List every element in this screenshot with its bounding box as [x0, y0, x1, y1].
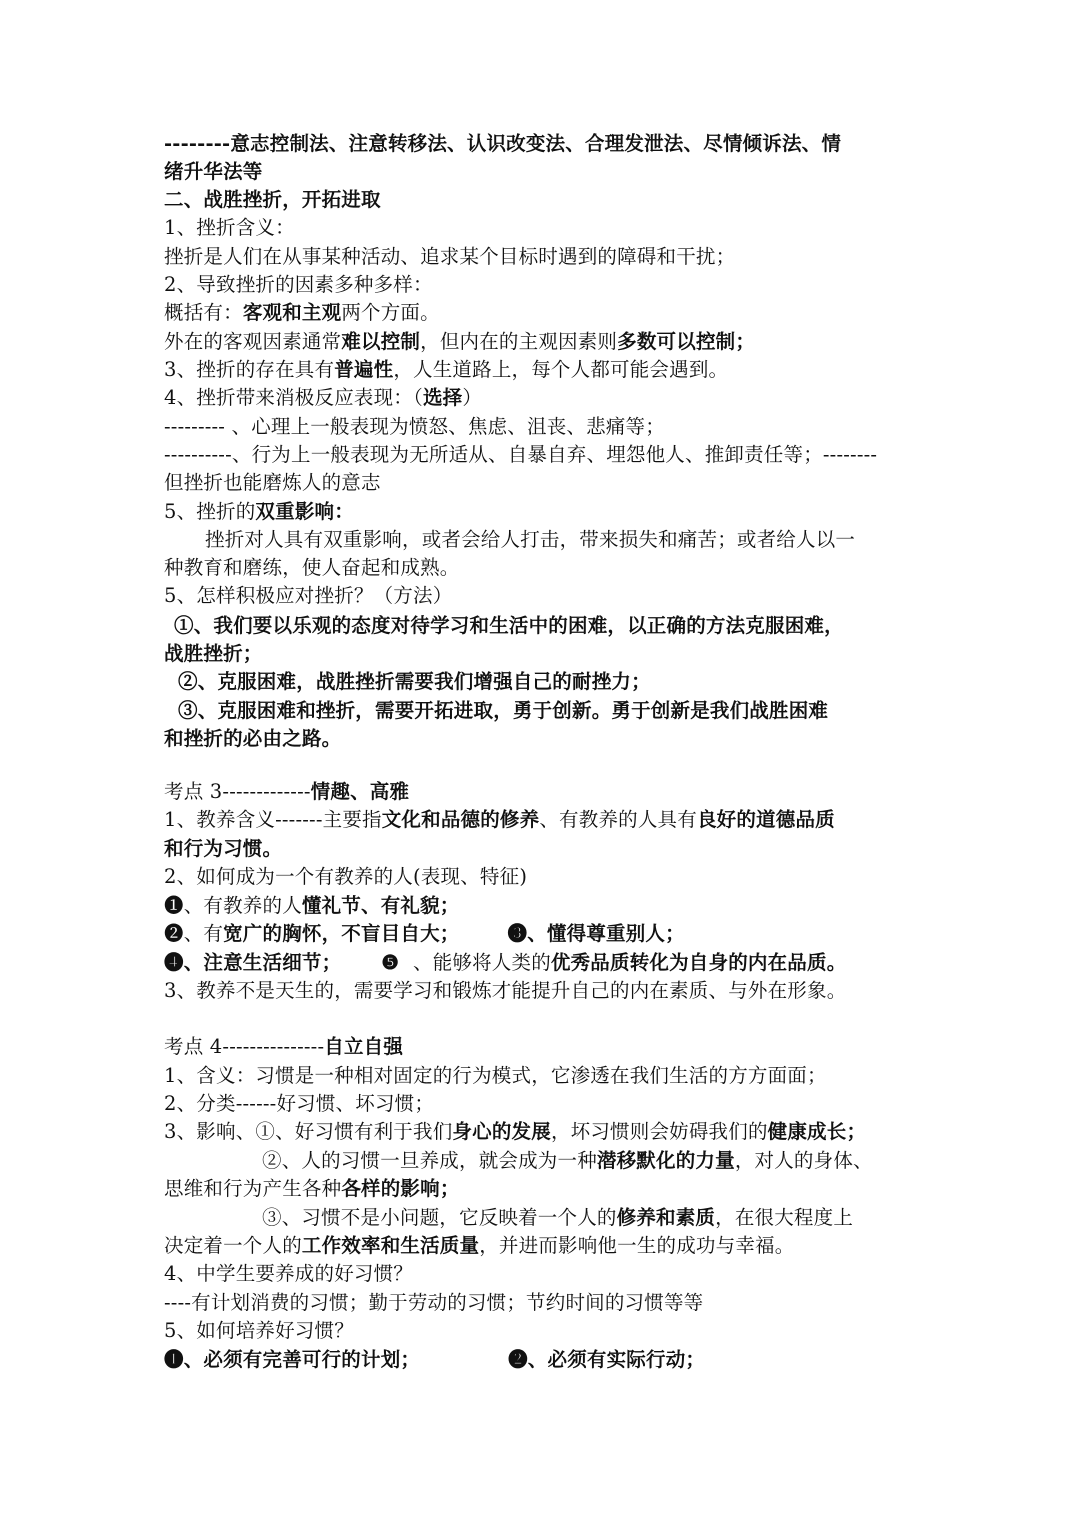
doc-line: 4、挫折带来消极反应表现：（选择）	[164, 386, 483, 409]
doc-line: 概括有：客观和主观两个方面。	[164, 301, 440, 324]
doc-line: ----------、行为上一般表现为无所适从、自暴自弃、埋怨他人、推卸责任等；--------	[164, 443, 878, 466]
doc-line: ❹、注意生活细节； ❺ 、能够将人类的优秀品质转化为自身的内在品质。	[164, 951, 847, 974]
doc-line: ②、人的习惯一旦养成，就会成为一种潜移默化的力量，对人的身体、	[262, 1149, 873, 1172]
doc-line: 5、如何培养好习惯？	[164, 1319, 354, 1342]
doc-line: 5、挫折的双重影响：	[164, 500, 354, 523]
doc-line: ❶、有教养的人懂礼节、有礼貌；	[164, 894, 460, 917]
doc-line: 绪升华法等	[164, 160, 263, 183]
doc-line: 外在的客观因素通常难以控制，但内在的主观因素则多数可以控制；	[164, 330, 756, 353]
doc-line: 2、如何成为一个有教养的人(表现、特征)	[164, 865, 528, 888]
doc-line: ❶、必须有完善可行的计划； ❷、必须有实际行动；	[164, 1348, 706, 1371]
doc-line: --------意志控制法、注意转移法、认识改变法、合理发泄法、尽情倾诉法、情	[164, 132, 842, 155]
doc-line: 但挫折也能磨炼人的意志	[164, 471, 381, 494]
doc-line: ②、克服困难，战胜挫折需要我们增强自己的耐挫力；	[178, 670, 651, 693]
doc-line: 战胜挫折；	[164, 642, 263, 665]
doc-line: 挫折对人具有双重影响，或者会给人打击，带来损失和痛苦；或者给人以一	[205, 528, 856, 551]
doc-line: 1、挫折含义：	[164, 216, 295, 239]
doc-line: 决定着一个人的工作效率和生活质量，并进而影响他一生的成功与幸福。	[164, 1234, 795, 1257]
doc-line: 和行为习惯。	[164, 837, 283, 860]
section-heading: 二、战胜挫折，开拓进取	[164, 188, 381, 211]
doc-line: 1、教养含义-------主要指文化和品德的修养、有教养的人具有良好的道德品质	[164, 808, 835, 831]
doc-line: 种教育和磨练，使人奋起和成熟。	[164, 556, 460, 579]
section-heading: 考点 3-------------情趣、高雅	[164, 780, 410, 803]
doc-line: 思维和行为产生各种各样的影响；	[164, 1177, 460, 1200]
doc-line: --------- 、心理上一般表现为愤怒、焦虑、沮丧、悲痛等；	[164, 415, 665, 438]
doc-line: 5、怎样积极应对挫折？（方法）	[164, 584, 453, 607]
doc-line: ❷、有宽广的胸怀，不盲目自大； ❸、懂得尊重别人；	[164, 922, 685, 945]
doc-line: 和挫折的必由之路。	[164, 727, 342, 750]
doc-line: 1、含义：习惯是一种相对固定的行为模式，它渗透在我们生活的方方面面；	[164, 1064, 827, 1087]
doc-line: ①、我们要以乐观的态度对待学习和生活中的困难，以正确的方法克服困难，	[174, 614, 844, 637]
doc-line: ③、克服困难和挫折，需要开拓进取，勇于创新。勇于创新是我们战胜困难	[178, 699, 829, 722]
section-heading: 考点 4---------------自立自强	[164, 1035, 404, 1058]
doc-line: 2、分类------好习惯、坏习惯；	[164, 1092, 435, 1115]
doc-line: 挫折是人们在从事某种活动、追求某个目标时遇到的障碍和干扰；	[164, 245, 736, 268]
doc-line: ----有计划消费的习惯；勤于劳动的习惯；节约时间的习惯等等	[164, 1291, 704, 1314]
doc-line: 3、教养不是天生的，需要学习和锻炼才能提升自己的内在素质、与外在形象。	[164, 979, 847, 1002]
doc-line: 4、中学生要养成的好习惯？	[164, 1262, 414, 1285]
doc-line: ③、习惯不是小问题，它反映着一个人的修养和素质，在很大程度上	[262, 1206, 854, 1229]
doc-line: 3、挫折的存在具有普遍性，人生道路上，每个人都可能会遇到。	[164, 358, 729, 381]
doc-line: 3、影响、①、好习惯有利于我们身心的发展，坏习惯则会妨碍我们的健康成长；	[164, 1120, 867, 1143]
doc-line: 2、导致挫折的因素多种多样：	[164, 273, 433, 296]
